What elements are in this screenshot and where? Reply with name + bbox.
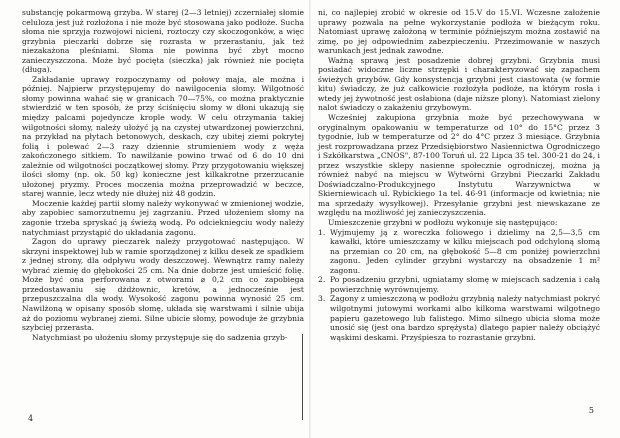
list-item-text: Zagony z umieszczoną w podłożu grzybnią należy natychmiast pokryć wilgotnymi jutowymi workami albo kilkoma warstwami wilgotnego papieru gazetowego lub falistego. Mimo silnego ubicia słoma może unosić się (jest ona bardzo sprężysta) dlatego papier należy obciążyć wąskimi deskami. Przyśpiesza to rozrastanie grzybni.: [330, 294, 600, 342]
left-page-number: 4: [28, 414, 34, 423]
left-paragraph-5: Natychmiast po ułożeniu słomy przystępuje się do sadzenia grzyb-: [32, 332, 288, 342]
gutter-shadow-line: [302, 334, 303, 420]
left-paragraph-1: substancję pokarmową grzyba. W starej (2—3 letniej) zczerniałej słomie celuloza jest już rozłożona i nie może być stosowana jako podłoże. Sucha słoma nie sprzyja rozwojowi nicieni, roztoczy czy skoczogonków, a więc grzybnia pieczarki dobrze się rozrasta w przerastaniu, jak też niezakażona pleśniami. Słoma nie powinna być zbyt mocno zanieczyszczona. Może być pocięta (sieczka) jak również nie pocięta (długa).: [22, 8, 304, 75]
list-item: [318, 228, 600, 276]
right-paragraph-3: Wcześniej zakupiona grzybnia może być przechowywana w oryginalnym opakowaniu w temperaturze od 10° do 15°C przez 3 tygodnie, lub w temperaturze od 2° do 4°C przez 3 miesiące. Grzybnia jest rozprowadzana przez Przedsiębiorstwo Nasiennictwa Ogrodniczego i Szkółkarstwa „CNOS", 87-100 Toruń ul. 22 Lipca 35 tel. 300-21 do 24, i przez wszystkie sklepy nasienne społecznie ogrodniczej, można ją również nabyć na miejscu w Wytwórni Grzybni Pieczarki Zakładu Doświadczalno-Produkcyjnego Instytutu Warzywnictwa w Skierniewicach ul. Rybickiego 1a tel. 46-91 (informacje od kwietnia; nie ma sprzedaży wysyłkowej). Przesyłanie grzybni jest niewskazane ze względu na możliwość jej zanieczyszczenia.: [318, 113, 600, 218]
left-paragraph-3: Moczenie każdej partii słomy należy wykonywać w zmienionej wodzie, aby zapobiec samorzutnemu jej zagrzaniu. Przed ułożeniem słomy na zagonie trzeba spryskać ją świeżą wodą. Po odciekniegciu wody należy natychmiast przystąpić do układania zagonu.: [22, 198, 304, 237]
left-paragraph-4: Zagon do uprawy pieczarek należy przygotować następująco. W skrzyni inspektowej lub w ramie sporządzonej z kilku desek ze spadkiem z jednej strony, dla odpływu wody deszczowej. Wewnątrz ramy należy wybrać ziemię do głębokości 25 cm. Na dnie dobrze jest umieścić folię. Może być ona perforowana z otworami ⌀ 0,2 cm co zapobiega przedostawaniu się dżdżownic, kretów, a jednocześnie jest przepuszczalna dla wody. Wysokość zagonu powinna wynosić 25 cm. Nawilżoną w opisany sposób słomę, układa się warstwami i silnie ubija aż do poziomu wybranej ziemi. Silne ubicie słomy, powoduje że grzybnia szybciej przerasta.: [22, 237, 304, 333]
right-paragraph-4: Umieszczenie grzybni w podłożu wykonuje się następująco:: [328, 218, 558, 228]
list-item-number: 3.: [318, 294, 326, 304]
planting-steps-list: [318, 228, 600, 343]
list-item: [318, 294, 600, 342]
list-item: [318, 275, 600, 294]
right-paragraph-2: Ważną sprawą jest posadzenie dobrej grzybni. Grzybnia musi posiadać widoczne liczne strzępki i charakteryzować się zapachem świeżych grzybów. Gdy konsystencja grzybni jest ciastowata (w formie kitu) świadczy, że już całkowicie rozłożyła podłoże, na którym rosła i wtedy jej żywotność jest osłabiona (daje niższe plony). Natomiast zielony nalot świadczy o zakażeniu grzybowym.: [318, 55, 600, 113]
right-page-number: 5: [588, 406, 594, 415]
list-item-text: Wyjmujemy ją z woreczka foliowego i dzielimy na 2,5—3,5 cm kawałki, które umieszczamy w kilku miejscach pod odchyloną słomą na przemian co 20 cm, na głębokość 5—8 cm poniżej powierzchni zagonu. Jeden cylinder grzybni wystarczy na obsadzenie 1 m² zagonu.: [330, 227, 600, 275]
list-item-number: 1.: [318, 227, 326, 237]
book-gutter: [309, 0, 311, 438]
right-paragraph-1: ni, co najlepiej zrobić w okresie od 15.V do 15.VI. Wczesne założenie uprawy pozwala na pełne wykorzystanie podłoża w bieżącym roku. Natomiast uprawę założoną w terminie późniejszym można zostawić na zimę, po jej odpowiednim zabezpieczeniu. Przezimowanie w naszych warunkach jest jednak zawodne.: [318, 8, 600, 56]
left-paragraph-2: Zakładanie uprawy rozpoczynamy od połowy maja, ale można i później. Najpierw przystępujemy do nawilgocenia słomy. Wilgotność słomy powinna wahać się w granicach 70—75%, co można praktycznie stwierdzić w ten sposób, że przy ściśnięciu słomy w dłoni ukazują się między palcami pojedyncze krople wody. W celu otrzymania takiej wilgotności słomy, należy ułożyć ją na czystej utwardzonej powierzchni, na przykład na płytach betonowych, deskach, czy ubitej ziemi pokrytej folią i polewać 2—3 razy dziennie strumieniem wody z węża zakończonego sitkiem. To nawilżanie powino trwać od 6 do 10 dni zależnie od wilgotności początkowej słomy. Przy przygotowaniu większej ilości słomy (np. ok. 50 kg) konieczne jest kilkakrotne przerzucanie ułożonej pryzmy. Proces moczenia można przeprowadzić w beczce, starej wannie, lecz wtedy nie dłużej niż 48 godzin.: [22, 74, 304, 199]
left-page-body: [22, 8, 304, 342]
right-page: [318, 8, 600, 430]
left-page: [22, 8, 304, 430]
right-page-body: [318, 8, 600, 342]
list-item-number: 2.: [318, 275, 326, 285]
list-item-text: Po posadzeniu grzybni, ugniatamy słomę w miejscach sadzenia i całą powierzchnię wyrównujemy.: [330, 275, 600, 294]
